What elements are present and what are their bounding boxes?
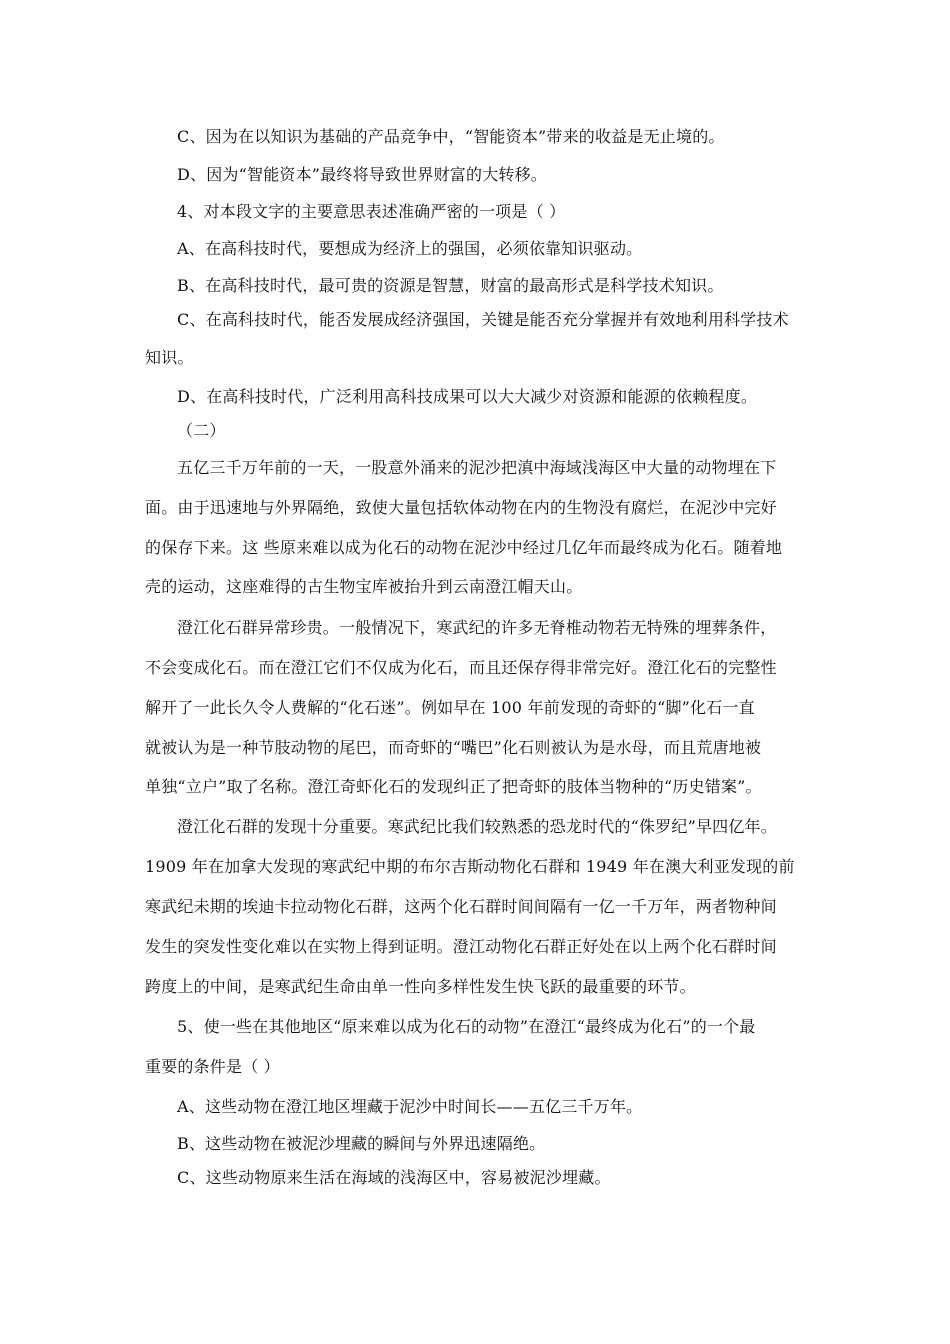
option-5b: B、这些动物在被泥沙埋藏的瞬间与外界迅速隔绝。 [177,1134,546,1153]
option-4d: D、在高科技时代，广泛利用高科技成果可以大大减少对资源和能源的依赖程度。 [177,387,758,406]
question-4: 4、对本段文字的主要意思表述准确严密的一项是（ ） [177,202,566,221]
paragraph-3-line-4: 发生的突发性变化难以在实物上得到证明。澄江动物化石群正好处在以上两个化石群时间 [145,937,777,956]
option-3c: C、因为在以知识为基础的产品竞争中，“智能资本”带来的收益是无止境的。 [177,127,725,146]
option-4a: A、在高科技时代，要想成为经济上的强国，必须依靠知识驱动。 [177,239,643,258]
section-heading: （二） [177,421,226,440]
option-4b: B、在高科技时代，最可贵的资源是智慧，财富的最高形式是科学技术知识。 [177,276,724,295]
paragraph-1-line-4: 壳的运动，这座难得的古生物宝库被抬升到云南澄江帽天山。 [145,577,583,596]
paragraph-2-line-3: 解开了一此长久令人费解的“化石迷”。例如早在 100 年前发现的奇虾的“脚”化石一直 [145,698,755,717]
paragraph-1-line-1: 五亿三千万年前的一天，一股意外涌来的泥沙把滇中海域浅海区中大量的动物埋在下 [177,458,777,477]
option-4c: C、在高科技时代，能否发展成经济强国，关键是能否充分掌握并有效地利用科学技术 [177,310,789,329]
paragraph-3-line-3: 寒武纪未期的埃迪卡拉动物化石群，这两个化石群时间间隔有一亿一千万年，两者物种间 [145,897,777,916]
option-4c-continued: 知识。 [145,348,194,367]
paragraph-2-line-2: 不会变成化石。而在澄江它们不仅成为化石，而且还保存得非常完好。澄江化石的完整性 [145,658,777,677]
option-5c: C、这些动物原来生活在海域的浅海区中，容易被泥沙埋藏。 [177,1168,611,1187]
paragraph-3-line-2: 1909 年在加拿大发现的寒武纪中期的布尔吉斯动物化石群和 1949 年在澳大利亚发现的前 [145,857,795,876]
paragraph-3-line-1: 澄江化石群的发现十分重要。寒武纪比我们较熟悉的恐龙时代的“侏罗纪”早四亿年。 [177,817,777,836]
paragraph-1-line-2: 面。由于迅速地与外界隔绝，致使大量包括软体动物在内的生物没有腐烂，在泥沙中完好 [145,498,777,517]
paragraph-2-line-4: 就被认为是一种节肢动物的尾巴，而奇虾的“嘴巴”化石则被认为是水母，而且荒唐地被 [145,738,762,757]
option-5a: A、这些动物在澄江地区埋藏于泥沙中时间长——五亿三千万年。 [177,1097,643,1116]
paragraph-3-line-5: 跨度上的中间，是寒武纪生命由单一性向多样性发生快飞跃的最重要的环节。 [145,977,696,996]
paragraph-2-line-1: 澄江化石群异常珍贵。一般情况下，寒武纪的许多无脊椎动物若无特殊的埋葬条件， [177,618,777,637]
paragraph-1-line-3: 的保存下来。这 些原来难以成为化石的动物在泥沙中经过几亿年而最终成为化石。随着地 [145,538,783,557]
option-3d: D、因为“智能资本”最终将导致世界财富的大转移。 [177,165,547,184]
question-5-continued: 重要的条件是（ ） [145,1057,280,1076]
question-5: 5、使一些在其他地区“原来难以成为化石的动物”在澄江“最终成为化石”的一个最 [177,1017,756,1036]
paragraph-2-line-5: 单独“立户”取了名称。澄江奇虾化石的发现纠正了把奇虾的肢体当物种的“历史错案”。 [145,777,762,796]
